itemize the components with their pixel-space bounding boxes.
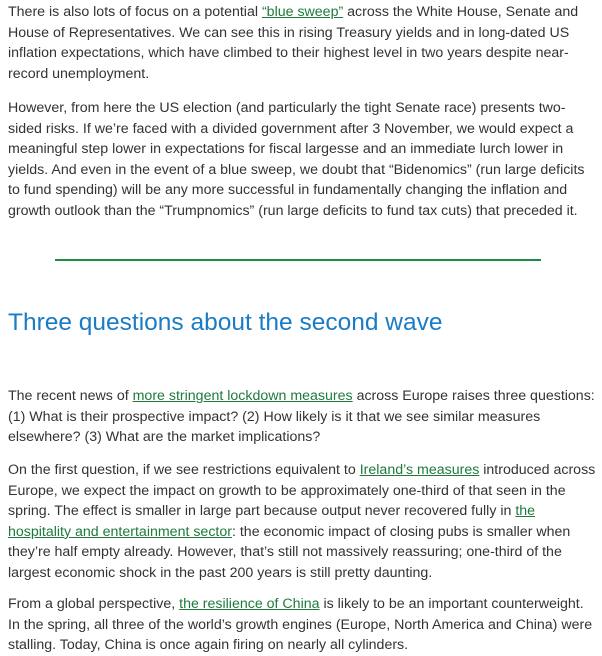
link-irelands-measures[interactable]: Ireland’s measures	[359, 462, 480, 478]
paragraph-text: There is also lots of focus on a potential	[8, 4, 262, 20]
link-resilience-of-china[interactable]: the resilience of China	[179, 596, 320, 612]
link-hospitality-sector[interactable]: the hospitality and entertainment sector	[8, 503, 536, 540]
paragraph-text: On the first question, if we see restrictions equivalent to	[8, 462, 360, 478]
paragraph-text: : the economic impact of closing pubs is smaller when they’re half empty already. However, that’s still not massively reassuring; one-third of the largest economic shock in the past 200 years is still pretty daunting.	[8, 523, 571, 581]
link-lockdown-measures[interactable]: more stringent lockdown measures	[132, 388, 353, 404]
section-heading: Three questions about the second wave	[8, 309, 443, 336]
paragraph-us-election-risks: However, from here the US election (and particularly the tight Senate race) presents two-sided risks. If we’re faced with a divided government after 3 November, we would expect a meaningful step lower in expectations for fiscal largesse and an immediate lurch lower in yields. And even in the event of a blue sweep, we doubt that “Bidenomics” (run large deficits to fund spending) will be any more successful in fundamentally changing the inflation and growth outlook than the “Trumpnomics” (run large deficits to fund tax cuts) that preceded it.	[8, 100, 585, 219]
paragraph-blue-sweep	[8, 2, 598, 84]
paragraph-text: across the White House, Senate and House of Representatives. We can see this in rising Treasury yields and in long-dated US inflation expectations, which have climbed to their highest level in two years despite near-record unemployment.	[8, 4, 579, 82]
paragraph-text: From a global perspective,	[8, 596, 180, 612]
paragraph-text: is likely to be an important counterweight. In the spring, all three of the world’s growth engines (Europe, North America and China) were stalling. Today, China is once again firing on nearly all cylinders.	[8, 596, 593, 654]
section-divider	[55, 259, 541, 261]
paragraph-first-question	[8, 460, 598, 584]
paragraph-text: introduced across Europe, we expect the impact on growth to be approximately one-third of that seen in the spring. The effect is smaller in large part because output never recovered fully in	[8, 462, 596, 520]
paragraph-text: across Europe raises three questions: (1) What is their prospective impact? (2) How likely is it that we see similar measures elsewhere? (3) What are the market implications?	[8, 388, 595, 446]
paragraph-global-perspective	[8, 594, 598, 656]
paragraph-text: The recent news of	[8, 388, 133, 404]
paragraph-three-questions	[8, 386, 598, 448]
link-blue-sweep[interactable]: “blue sweep”	[261, 4, 344, 20]
